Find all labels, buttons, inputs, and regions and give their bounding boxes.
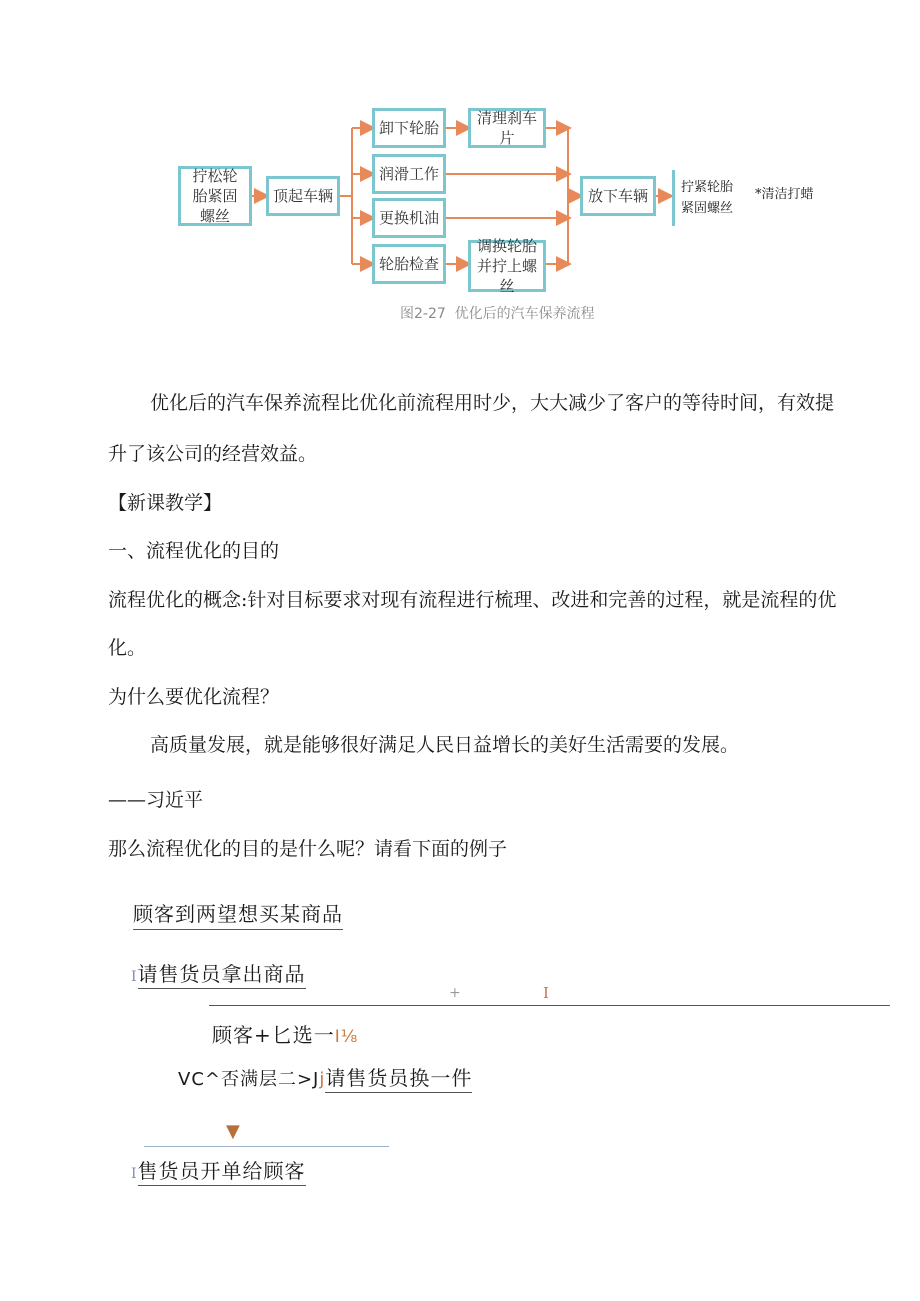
down-arrow-icon: ▼ (226, 1121, 240, 1142)
flow-box-label: 拧松轮胎紧固螺丝 (192, 166, 238, 226)
example-step-3-row (212, 1019, 358, 1048)
flow-partial-box-edge (672, 170, 675, 226)
flow-box-loosen-bolts (178, 166, 252, 226)
example-step-2: 请售货员拿出商品 (138, 962, 306, 989)
flow-box-label: 顶起车辆 (272, 186, 333, 205)
quote-line: 高质量发展，就是能够很好满足人民日益增长的美好生活需要的发展。 (150, 734, 740, 756)
flow-box-label: 调换轮胎并拧上螺丝 (476, 236, 537, 296)
flow-box-label: 润滑工作 (378, 164, 439, 183)
example-step-2-row (131, 958, 306, 987)
section-heading: 一、流程优化的目的 (108, 540, 280, 562)
paragraph-line: 化。 (108, 637, 147, 659)
flow-box-label: 更换机油 (378, 208, 439, 227)
flow-note-clean: *清洁打蜡 (755, 187, 814, 202)
figure-caption: 图2-27 优化后的汽车保养流程 (400, 306, 595, 322)
flow-box-lower-car (580, 176, 656, 216)
example-step-3-mark: I⅛ (334, 1027, 359, 1047)
example-step-4-row (178, 1062, 472, 1091)
flow-box-label: 放下车辆 (587, 186, 648, 205)
paragraph-line: 升了该公司的经营效益。 (108, 443, 318, 465)
flow-box-label: 卸下轮胎 (378, 118, 439, 137)
flow-box-swap-tire (468, 236, 546, 296)
paragraph-line: 流程优化的概念:针对目标要求对现有流程进行梳理、改进和完善的过程，就是流程的优 (108, 589, 837, 611)
example-step-5: 售货员开单给顾客 (138, 1159, 306, 1186)
example-step-4-condition: VC^否满层二>J (178, 1069, 320, 1090)
margin-bar-mark: I (131, 969, 138, 985)
flow-box-check-tire (372, 244, 446, 284)
question-line: 为什么要优化流程？ (108, 686, 280, 708)
orange-bar-mark: I (543, 984, 549, 1002)
example-step-4: 请售货员换一件 (325, 1066, 472, 1093)
example-step-5-row (131, 1155, 306, 1184)
flow-box-label: 清理刹车片 (476, 108, 537, 147)
section-tag: 【新课教学】 (108, 492, 223, 514)
example-step-1: 顾客到两望想买某商品 (133, 898, 343, 930)
flow-box-change-oil (372, 198, 446, 238)
margin-bar-mark: I (131, 1166, 138, 1182)
paragraph-line: 优化后的汽车保养流程比优化前流程用时少，大大减少了客户的等待时间，有效提 (150, 392, 835, 414)
paragraph-line: 那么流程优化的目的是什么呢？请看下面的例子 (108, 838, 508, 860)
plus-mark: + (449, 985, 461, 1001)
example-step-3: 顾客+匕选一 (212, 1023, 335, 1047)
flow-box-clean-brake (468, 108, 546, 148)
flow-box-label: 轮胎检查 (378, 254, 439, 273)
divider-line (209, 1005, 890, 1006)
flowchart-arrows (0, 0, 920, 340)
quote-author: ——习近平 (108, 789, 204, 811)
flow-note-tighten: 拧紧轮胎紧固螺丝 (681, 180, 734, 216)
example-step-4-mark: j (319, 1069, 326, 1090)
flow-box-lubricate (372, 154, 446, 194)
flow-box-lift-car (266, 176, 340, 216)
divider-line-blue (144, 1146, 389, 1147)
flow-box-remove-tire (372, 108, 446, 148)
